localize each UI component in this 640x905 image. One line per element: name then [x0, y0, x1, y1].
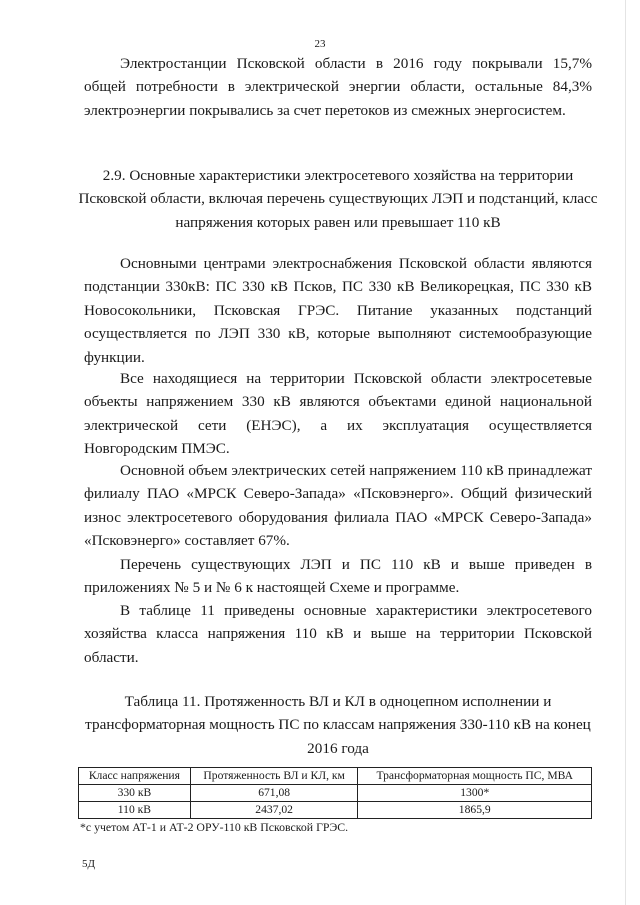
- header-voltage-class: Класс напряжения: [79, 768, 191, 785]
- cell-line-length: 671,08: [190, 785, 358, 802]
- header-transformer-capacity: Трансформаторная мощность ПС, МВА: [358, 768, 592, 785]
- paragraph-110kv-networks: Основной объем электрических сетей напряжением 110 кВ принадлежат филиалу ПАО «МРСК Северо-Запада» «Псковэнерго». Общий физический износ электросетевого оборудования филиала ПАО «МРСК Северо-Запада» «Псковэнерго» составляет 67%.: [84, 462, 592, 550]
- voltage-class-table: [78, 767, 592, 819]
- paragraph-generation-share: Электростанции Псковской области в 2016 году покрывали 15,7% общей потребности в электрической энергии области, остальные 84,3% электроэнергии покрывались за счет перетоков из смежных энергосистем.: [84, 55, 592, 119]
- cell-transformer-capacity: 1865,9: [358, 802, 592, 819]
- corner-mark: 5Д: [82, 858, 96, 870]
- cell-voltage-class: 330 кВ: [79, 785, 191, 802]
- cell-voltage-class: 110 кВ: [79, 802, 191, 819]
- page-edge-line: [625, 0, 626, 905]
- section-heading: 2.9. Основные характеристики электросетевого хозяйства на территории Псковской области, включая перечень существующих ЛЭП и подстанций, класс напряжения которых равен или превышает 110 кВ: [78, 167, 598, 231]
- header-line-length: Протяженность ВЛ и КЛ, км: [190, 768, 358, 785]
- paragraph-enes-objects: Все находящиеся на территории Псковской области электросетевые объекты напряжением 330 кВ являются объектами единой национальной электрической сети (ЕНЭС), а их эксплуатация осуществляется Новгородским ПМЭС.: [84, 370, 592, 458]
- table-row: [79, 785, 592, 802]
- cell-line-length: 2437,02: [190, 802, 358, 819]
- page-number: 23: [314, 38, 326, 50]
- paragraph-appendix-reference: Перечень существующих ЛЭП и ПС 110 кВ и выше приведен в приложениях № 5 и № 6 к настоящей Схеме и программе.: [84, 556, 592, 597]
- cell-transformer-capacity: 1300*: [358, 785, 592, 802]
- table-footnote: *с учетом АТ-1 и АТ-2 ОРУ-110 кВ Псковской ГРЭС.: [80, 820, 349, 834]
- paragraph-supply-centers: Основными центрами электроснабжения Псковской области являются подстанции 330кВ: ПС 330 кВ Псков, ПС 330 кВ Великорецкая, ПС 330 кВ Новосокольники, Псковская ГРЭС. Питание указанных подстанций осуществляется по ЛЭП 330 кВ, которые выполняют системообразующие функции.: [84, 255, 592, 366]
- paragraph-table-reference: В таблице 11 приведены основные характеристики электросетевого хозяйства класса напряжения 110 кВ и выше на территории Псковской области.: [84, 602, 592, 666]
- table-header-row: [79, 768, 592, 785]
- table-row: [79, 802, 592, 819]
- table-caption: Таблица 11. Протяженность ВЛ и КЛ в одноцепном исполнении и трансформаторная мощность ПС по классам напряжения 330-110 кВ на конец 2016 года: [85, 693, 591, 757]
